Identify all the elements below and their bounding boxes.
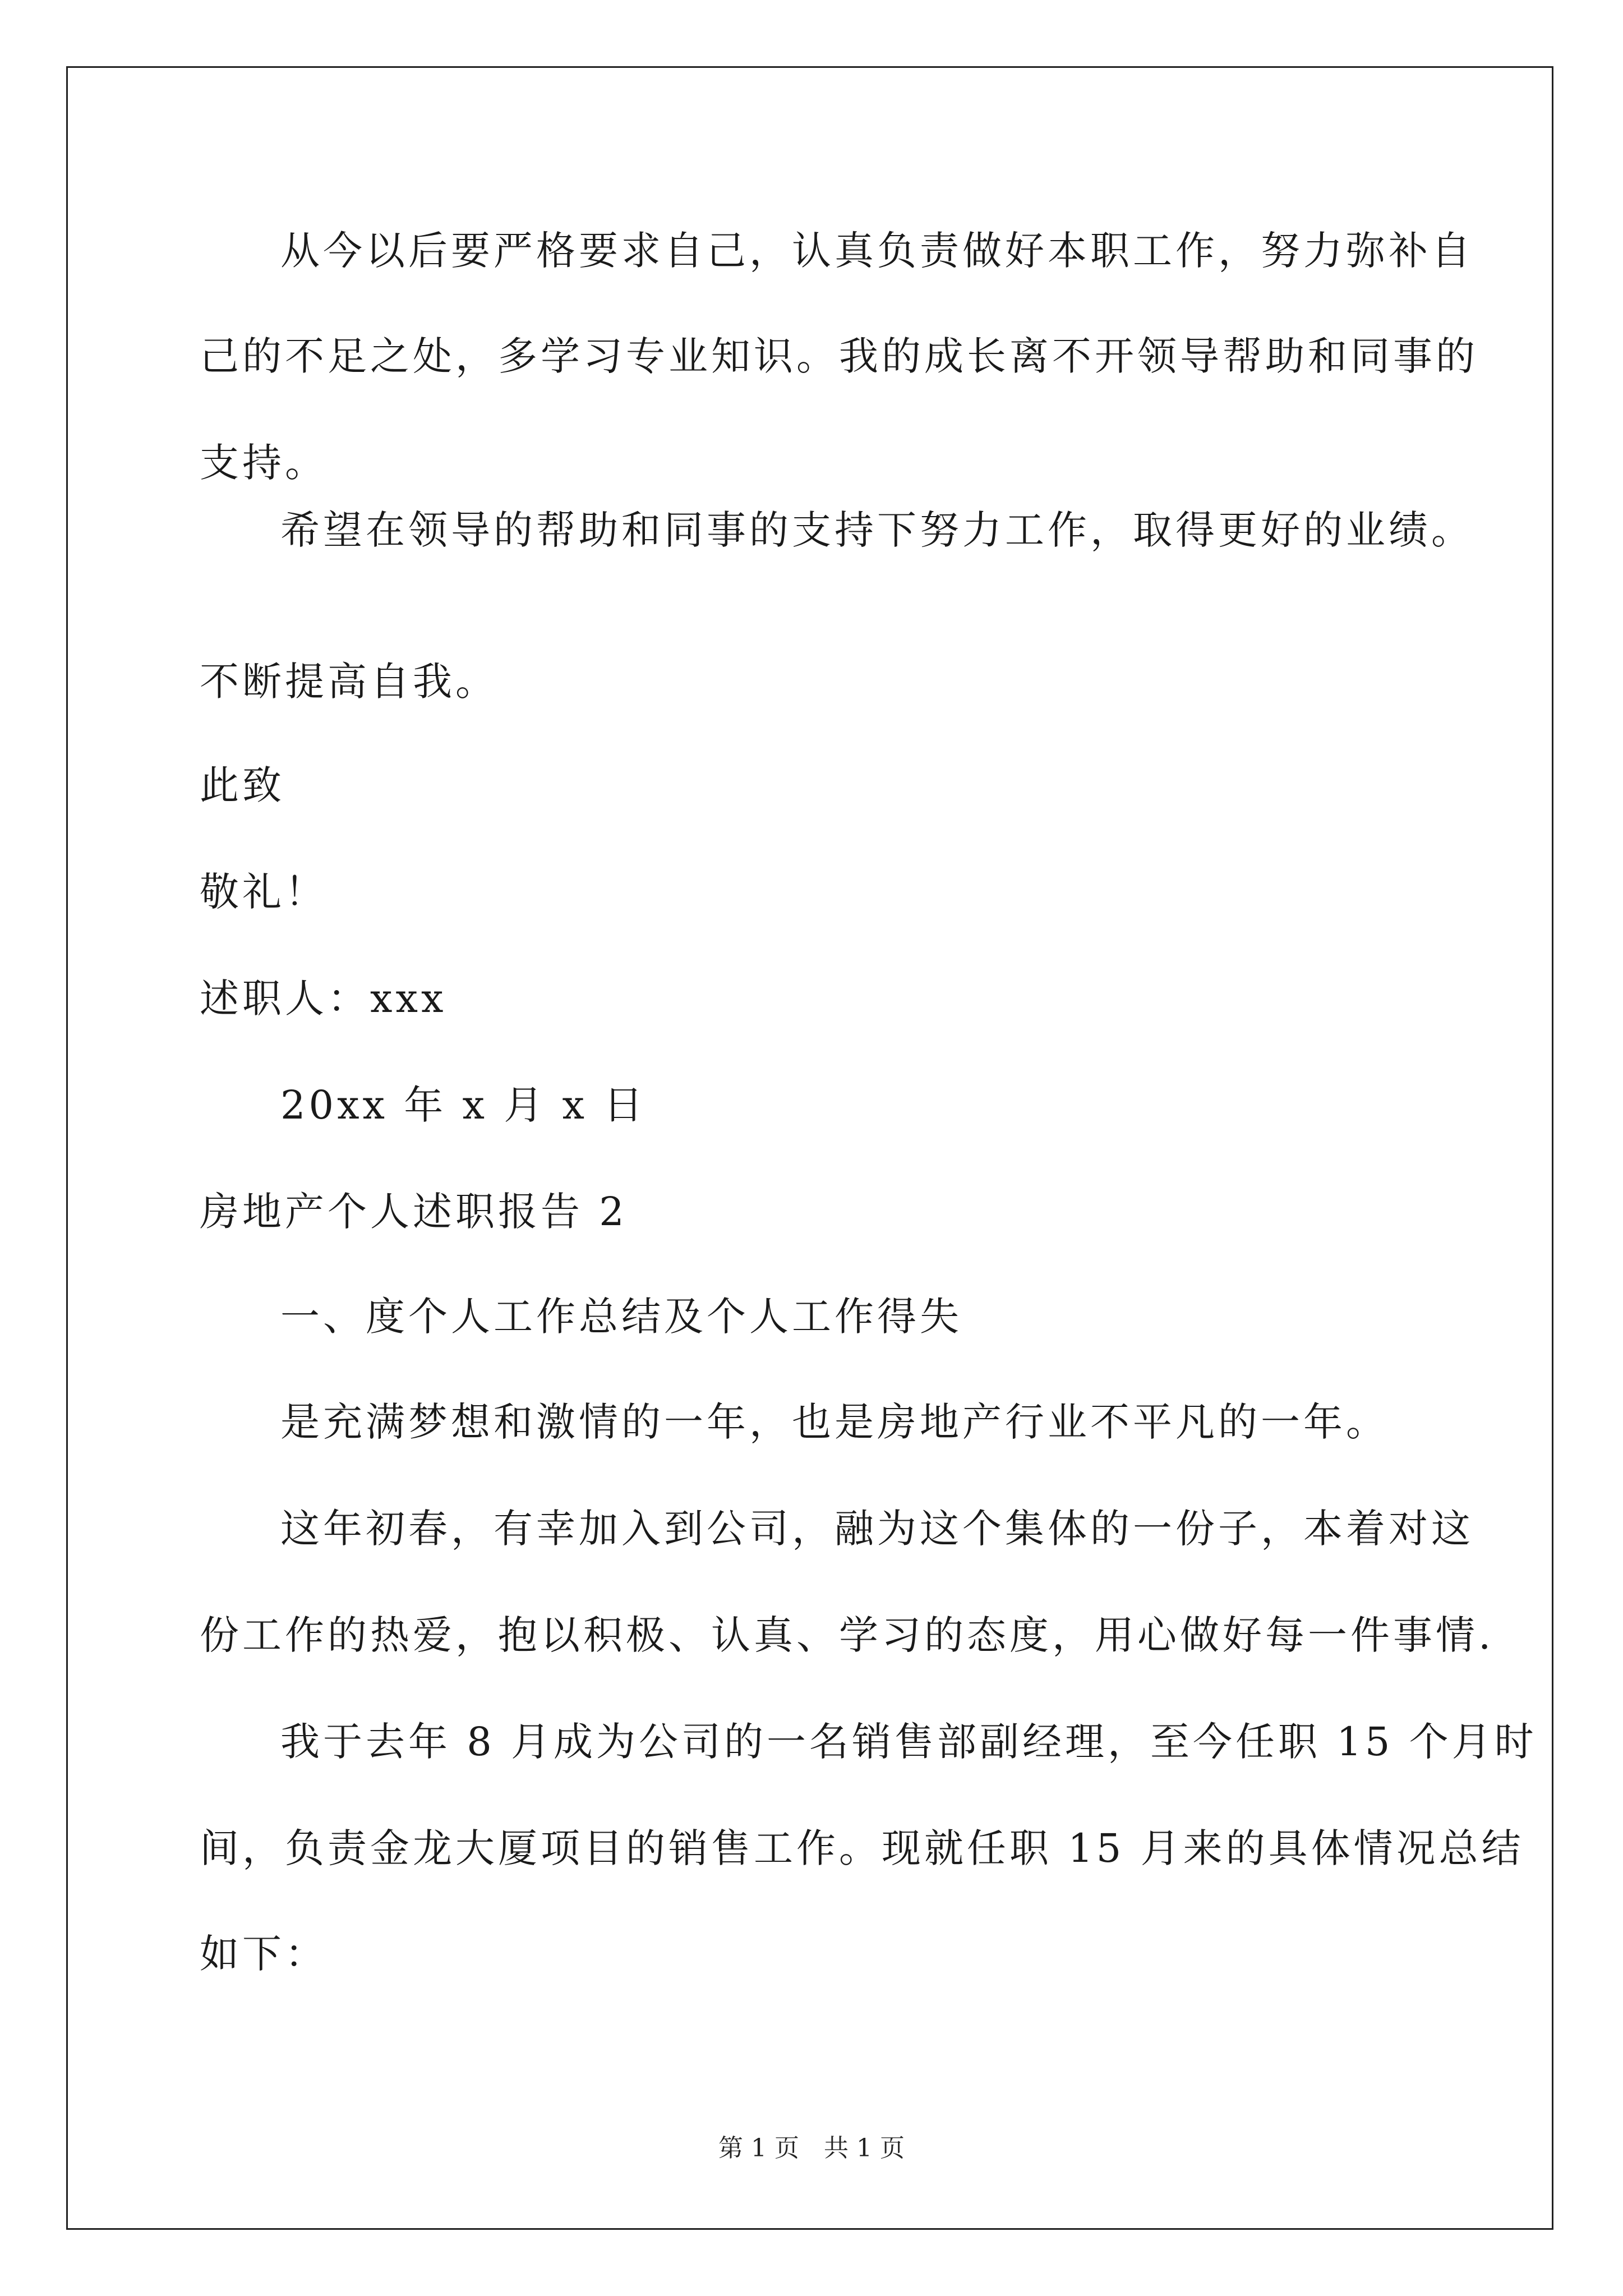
paragraph-line: 不断提高自我。 (200, 659, 498, 705)
paragraph-line: 己的不足之处，多学习专业知识。我的成长离不开领导帮助和同事的 (200, 333, 1478, 379)
paragraph-line: 份工作的热爱，抱以积极、认真、学习的态度，用心做好每一件事情. (200, 1612, 1495, 1658)
paragraph-line: 希望在领导的帮助和同事的支持下努力工作，取得更好的业绩。 (280, 507, 1474, 553)
signature-line: 述职人：xxx (200, 976, 447, 1022)
paragraph-line: 这年初春，有幸加入到公司，融为这个集体的一份子，本着对这 (280, 1506, 1474, 1552)
date-line: 20xx 年 x 月 x 日 (280, 1082, 647, 1128)
page-footer: 第 1 页 共 1 页 (718, 2134, 905, 2162)
paragraph-line: 是充满梦想和激情的一年，也是房地产行业不平凡的一年。 (280, 1399, 1389, 1445)
paragraph-line: 从今以后要严格要求自己，认真负责做好本职工作，努力弥补自 (280, 228, 1474, 274)
paragraph-line: 间，负责金龙大厦项目的销售工作。现就任职 15 月来的具体情况总结 (200, 1825, 1524, 1871)
salutation-line: 此致 (200, 762, 285, 808)
paragraph-line: 我于去年 8 月成为公司的一名销售部副经理，至今任职 15 个月时 (280, 1719, 1537, 1765)
section-heading: 一、度个人工作总结及个人工作得失 (280, 1294, 962, 1340)
salutation-line: 敬礼！ (200, 869, 328, 915)
paragraph-line: 如下： (200, 1931, 328, 1977)
paragraph-line: 支持。 (200, 440, 328, 486)
section-title: 房地产个人述职报告 2 (200, 1189, 628, 1235)
